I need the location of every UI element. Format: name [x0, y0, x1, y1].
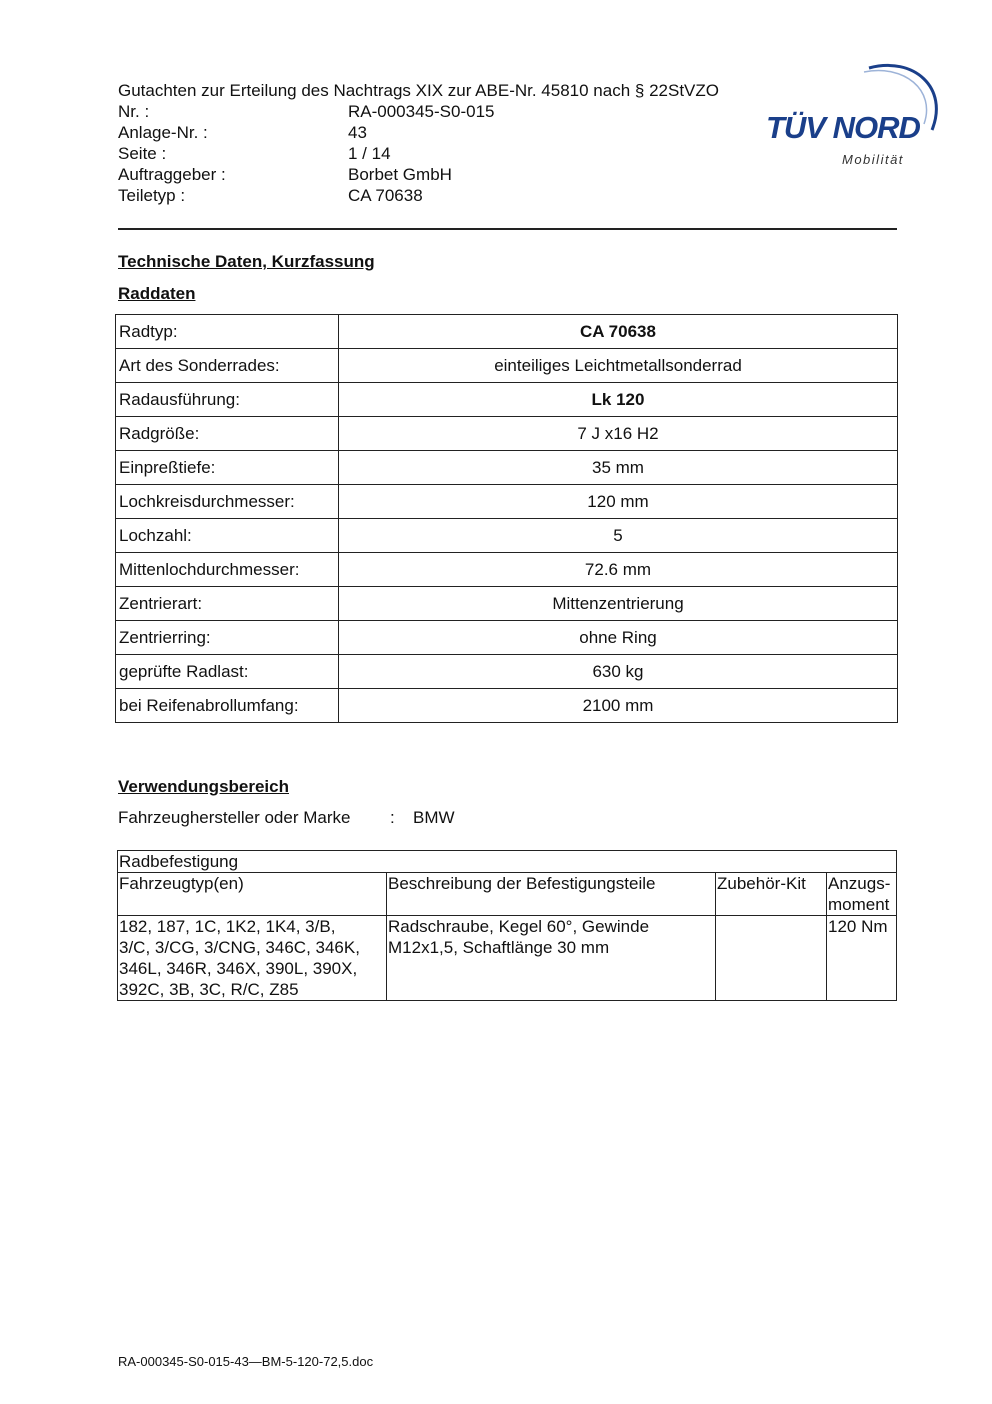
table-row — [116, 553, 898, 587]
column-header-kit: Zubehör-Kit — [716, 873, 827, 916]
wheel-mounting-table — [117, 850, 897, 1001]
header-label: Auftraggeber : — [118, 165, 226, 184]
header-row-auftraggeber — [118, 164, 798, 185]
table-row — [116, 383, 898, 417]
header-value: Borbet GmbH — [348, 165, 452, 184]
table-title: Radbefestigung — [118, 851, 897, 873]
row-label: Zentrierring: — [116, 621, 339, 655]
vehicle-types-line: 392C, 3B, 3C, R/C, Z85 — [119, 980, 299, 999]
header-value: 43 — [348, 123, 367, 142]
row-value: 630 kg — [339, 655, 898, 689]
tuv-nord-logo — [764, 58, 944, 178]
description-line: Radschraube, Kegel 60°, Gewinde — [388, 917, 650, 936]
make-value: BMW — [413, 808, 455, 827]
table-row — [116, 587, 898, 621]
column-header-torque — [827, 873, 897, 916]
section-heading-usage: Verwendungsbereich — [118, 777, 289, 796]
torque-header-line: Anzugs- — [828, 874, 891, 893]
description-line: M12x1,5, Schaftlänge 30 mm — [388, 938, 610, 957]
document-footer: RA-000345-S0-015-43—BM-5-120-72,5.doc — [118, 1354, 374, 1369]
table-row — [118, 916, 897, 1001]
row-value: 7 J x16 H2 — [339, 417, 898, 451]
table-row — [116, 519, 898, 553]
section-heading-technical: Technische Daten, Kurzfassung — [118, 252, 375, 271]
row-value: 35 mm — [339, 451, 898, 485]
row-value: einteiliges Leichtmetallsonderrad — [339, 349, 898, 383]
row-label: Mittenlochdurchmesser: — [116, 553, 339, 587]
row-label: Lochkreisdurchmesser: — [116, 485, 339, 519]
description-cell — [387, 916, 716, 1001]
vehicle-types-line: 346L, 346R, 346X, 390L, 390X, — [119, 959, 358, 978]
row-label: Zentrierart: — [116, 587, 339, 621]
kit-cell — [716, 916, 827, 1001]
row-label: Einpreßtiefe: — [116, 451, 339, 485]
header-label: Teiletyp : — [118, 186, 186, 205]
torque-header-line: moment — [828, 895, 890, 914]
make-colon: : — [390, 808, 395, 827]
wheel-data-table — [115, 314, 898, 723]
table-row — [116, 655, 898, 689]
column-header-description: Beschreibung der Befestigungsteile — [387, 873, 716, 916]
row-label: geprüfte Radlast: — [116, 655, 339, 689]
header-value: 1 / 14 — [348, 144, 391, 163]
row-label: Art des Sonderrades: — [116, 349, 339, 383]
header-value: CA 70638 — [348, 186, 423, 205]
row-value: 2100 mm — [339, 689, 898, 723]
vehicle-types-cell — [118, 916, 387, 1001]
document-header — [118, 80, 798, 206]
row-label: Radgröße: — [116, 417, 339, 451]
table-row — [116, 451, 898, 485]
torque-cell: 120 Nm — [827, 916, 897, 1001]
vehicle-types-line: 182, 187, 1C, 1K2, 1K4, 3/B, — [119, 917, 336, 936]
table-title-row — [118, 851, 897, 873]
section-heading-wheel-data: Raddaten — [118, 284, 196, 303]
row-label: Lochzahl: — [116, 519, 339, 553]
header-divider — [118, 228, 897, 230]
table-row — [116, 315, 898, 349]
header-row-nr — [118, 101, 798, 122]
row-label: Radausführung: — [116, 383, 339, 417]
header-row-teiletyp — [118, 185, 798, 206]
header-row-seite — [118, 143, 798, 164]
logo-subtitle: Mobilität — [842, 152, 904, 167]
row-value: Mittenzentrierung — [339, 587, 898, 621]
header-label: Nr. : — [118, 102, 150, 121]
table-row — [116, 689, 898, 723]
header-label: Anlage-Nr. : — [118, 123, 208, 142]
row-value: 5 — [339, 519, 898, 553]
table-row — [116, 485, 898, 519]
table-header-row — [118, 873, 897, 916]
table-row — [116, 417, 898, 451]
logo-wordmark: TÜV NORD — [766, 110, 920, 145]
table-row — [116, 621, 898, 655]
column-header-vehicle: Fahrzeugtyp(en) — [118, 873, 387, 916]
make-label: Fahrzeughersteller oder Marke — [118, 808, 351, 827]
header-value: RA-000345-S0-015 — [348, 102, 495, 121]
row-label: bei Reifenabrollumfang: — [116, 689, 339, 723]
table-row — [116, 349, 898, 383]
row-value: 72.6 mm — [339, 553, 898, 587]
header-row-anlage — [118, 122, 798, 143]
row-value: ohne Ring — [339, 621, 898, 655]
vehicle-types-line: 3/C, 3/CG, 3/CNG, 346C, 346K, — [119, 938, 360, 957]
vehicle-make-line — [118, 808, 455, 828]
row-label: Radtyp: — [116, 315, 339, 349]
document-title: Gutachten zur Erteilung des Nachtrags XIX zur ABE-Nr. 45810 nach § 22StVZO — [118, 81, 719, 100]
header-label: Seite : — [118, 144, 167, 163]
row-value: CA 70638 — [339, 315, 898, 349]
row-value: 120 mm — [339, 485, 898, 519]
row-value: Lk 120 — [339, 383, 898, 417]
